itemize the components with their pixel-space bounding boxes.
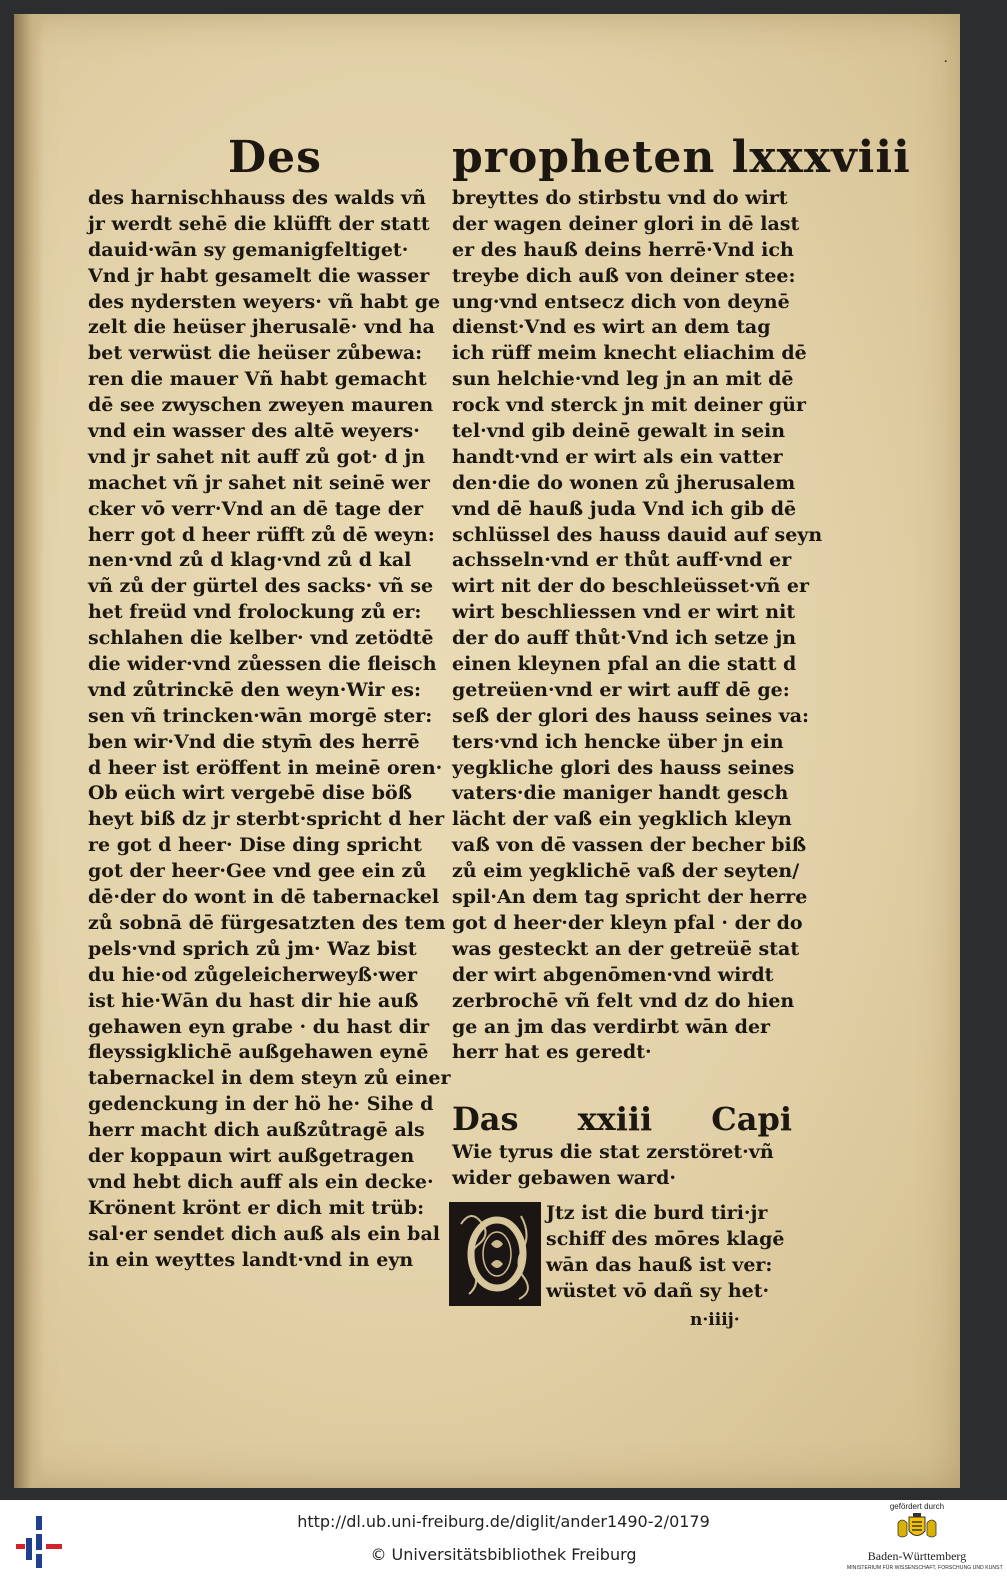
chapter-word: Das: [452, 1100, 519, 1138]
chapter-text-line: wān das hauß ist ver:: [546, 1253, 773, 1276]
text-line: vnd ein wasser des altē weyers·: [88, 420, 420, 443]
text-line: cker vō verr·Vnd an dē tage der: [88, 497, 424, 520]
text-line: seß der glori des hauss seines va:: [452, 704, 810, 727]
text-column-right: [452, 186, 823, 1066]
text-line: re got d heer· Dise ding spricht: [88, 834, 422, 857]
signature-mark: n·iiij·: [690, 1310, 740, 1330]
text-line: rock vnd sterck jn mit deiner gür: [452, 394, 806, 417]
text-line: sen vñ trincken·wān morgē ster:: [88, 704, 433, 727]
text-line: herr hat es geredt·: [452, 1041, 652, 1064]
text-line: sun helchie·vnd leg jn an mit dē: [452, 368, 794, 391]
text-line: des harnischhauss des walds vñ: [88, 187, 426, 209]
text-line: d heer ist eröffent in meinē oren·: [88, 756, 443, 779]
text-line: der wirt abgenōmen·vnd wirdt: [452, 963, 774, 986]
text-line: in ein weyttes landt·vnd in eyn: [88, 1248, 414, 1271]
text-line: dauid·wān sy gemanigfeltiget·: [88, 238, 409, 261]
text-line: dienst·Vnd es wirt an dem tag: [452, 316, 771, 339]
text-line: achsseln·vnd er thůt auff·vnd er: [452, 549, 792, 572]
text-line: wirt nit der do beschleüsset·vñ er: [452, 575, 809, 598]
text-line: zelt die heüser jherusalē· vnd ha: [88, 316, 435, 339]
text-line: treybe dich auß von deiner stee:: [452, 264, 796, 287]
text-line: wirt beschliessen vnd er wirt nit: [452, 601, 796, 624]
funder-label: gefördert durch: [889, 1502, 945, 1511]
folio-mark: ·: [943, 54, 948, 70]
copyright-notice: © Universitätsbibliothek Freiburg: [370, 1545, 637, 1564]
text-line: vaß von dē vassen der becher biß: [452, 834, 807, 857]
text-line: Ob eüch wirt vergebē dise böß: [88, 782, 413, 805]
text-line: zů eim yegklichē vaß der seyten/: [452, 860, 800, 883]
decorated-initial: [449, 1202, 541, 1306]
text-line: Krönent krönt er dich mit trüb:: [88, 1196, 425, 1219]
text-line: ters·vnd ich hencke über jn ein: [452, 730, 784, 753]
text-line: handt·vnd er wirt als ein vatter: [452, 445, 783, 468]
text-line: ung·vnd entsecz dich von deynē: [452, 290, 790, 313]
text-line: einen kleynen pfal an die statt d: [452, 653, 797, 676]
funder-block: [847, 1500, 1003, 1585]
text-line: vnd jr sahet nit auff zů got· d jn: [88, 445, 426, 468]
text-line: gehawen eyn grabe · du hast dir: [88, 1015, 430, 1038]
chapter-text-line: Jtz ist die burd tiri·jr: [546, 1202, 768, 1224]
text-line: ren die mauer Vñ habt gemacht: [88, 368, 427, 391]
funder-ministry: MINISTERIUM FÜR WISSENSCHAFT, FORSCHUNG UND KUNST: [847, 1565, 1003, 1571]
text-line: tel·vnd gib deinē gewalt in sein: [452, 420, 786, 443]
text-line: breyttes do stirbstu vnd do wirt: [452, 187, 788, 209]
text-line: du hie·od zůgeleicherweyß·wer: [88, 963, 417, 986]
text-line: er des hauß deins herrē·Vnd ich: [452, 238, 794, 261]
text-line: got d heer·der kleyn pfal · der do: [452, 911, 803, 934]
subtitle-line: Wie tyrus die stat zerstöret·vñ: [452, 1141, 774, 1163]
chapter-number: xxiii: [577, 1100, 653, 1138]
text-line: den·die do wonen zů jherusalem: [452, 471, 796, 494]
chapter-subtitle: [452, 1140, 792, 1192]
text-line: Vnd jr habt gesamelt die wasser: [88, 264, 430, 287]
text-line: schlahen die kelber· vnd zetödtē: [88, 627, 434, 650]
text-line: der do auff thůt·Vnd ich setze jn: [452, 627, 797, 650]
state-crest-icon: [894, 1513, 940, 1543]
text-line: vñ zů der gürtel des sacks· vñ se: [88, 575, 434, 598]
text-line: herr macht dich außzůtragē als: [88, 1119, 425, 1142]
text-line: vnd dē hauß juda Vnd ich gib dē: [452, 497, 797, 520]
text-line: der koppaun wirt außgetragen: [88, 1144, 415, 1167]
text-line: jr werdt sehē die klüfft der statt: [88, 212, 430, 235]
text-line: zerbrochē vñ felt vnd dz do hien: [452, 989, 795, 1012]
page-gutter: [14, 14, 44, 1488]
text-line: heyt biß dz jr sterbt·spricht d her: [88, 808, 445, 831]
text-line: schlüssel des hauss dauid auf seyn: [452, 523, 823, 546]
viewer-footer: [0, 1500, 1007, 1585]
text-line: het freüd vnd frolockung zů er:: [88, 601, 422, 624]
chapter-text-line: schiff des mōres klagē: [546, 1227, 785, 1250]
running-head-left: Des: [228, 132, 322, 183]
funder-name: Baden-Württemberg: [867, 1549, 967, 1563]
text-line: lächt der vaß ein yegklich kleyn: [452, 808, 792, 831]
text-line: yegkliche glori des hauss seines: [452, 756, 795, 779]
chapter-heading: [452, 1100, 792, 1138]
text-line: machet vñ jr sahet nit seinē wer: [88, 471, 430, 494]
text-line: ist hie·Wān du hast dir hie auß: [88, 989, 419, 1012]
subtitle-line: wider gebawen ward·: [452, 1166, 676, 1189]
text-line: der wagen deiner glori in dē last: [452, 212, 800, 235]
text-line: herr got d heer rüfft zů dē weyn:: [88, 523, 435, 546]
text-line: des nydersten weyers· vñ habt ge: [88, 290, 441, 313]
text-line: die wider·vnd zůessen die fleisch: [88, 653, 437, 676]
chapter-label: Capi: [711, 1100, 792, 1138]
text-line: pels·vnd sprich zů jm· Waz bist: [88, 937, 417, 960]
text-line: ben wir·Vnd die stym̄ des herrē: [88, 730, 420, 753]
text-column-left: [88, 186, 451, 1273]
text-line: tabernackel in dem steyn zů einer: [88, 1067, 451, 1090]
text-line: getreüen·vnd er wirt auff dē ge:: [452, 678, 790, 701]
text-line: bet verwüst die heüser zůbewa:: [88, 342, 423, 365]
text-line: gedenckung in der hö he· Sihe d: [88, 1093, 434, 1116]
chapter-text-line: wüstet vō dañ sy het·: [546, 1279, 770, 1302]
text-line: vnd zůtrinckē den weyn·Wir es:: [88, 678, 421, 701]
source-url[interactable]: http://dl.ub.uni-freiburg.de/diglit/ander1490-2/0179: [297, 1512, 710, 1531]
text-line: sal·er sendet dich auß als ein bal: [88, 1222, 440, 1245]
text-line: vnd hebt dich auff als ein decke·: [88, 1170, 434, 1193]
text-line: spil·An dem tag spricht der herre: [452, 886, 808, 909]
text-line: got der heer·Gee vnd gee ein zů: [88, 860, 427, 883]
text-line: dē see zwyschen zweyen mauren: [88, 394, 434, 417]
text-line: nen·vnd zů d klag·vnd zů d kal: [88, 549, 412, 572]
text-line: fleyssigklichē außgehawen eynē: [88, 1041, 429, 1064]
text-line: dē·der do wont in dē tabernackel: [88, 886, 440, 909]
text-line: zů sobnā dē fürgesatzten des tem: [88, 911, 446, 934]
text-line: was gesteckt an der getreüē stat: [452, 937, 800, 960]
text-line: ich rüff meim knecht eliachim dē: [452, 342, 807, 365]
text-line: vaters·die maniger handt gesch: [452, 782, 789, 805]
text-line: ge an jm das verdirbt wān der: [452, 1015, 771, 1038]
running-head-right: propheten lxxxviii: [452, 132, 911, 183]
chapter-text: [546, 1201, 794, 1305]
